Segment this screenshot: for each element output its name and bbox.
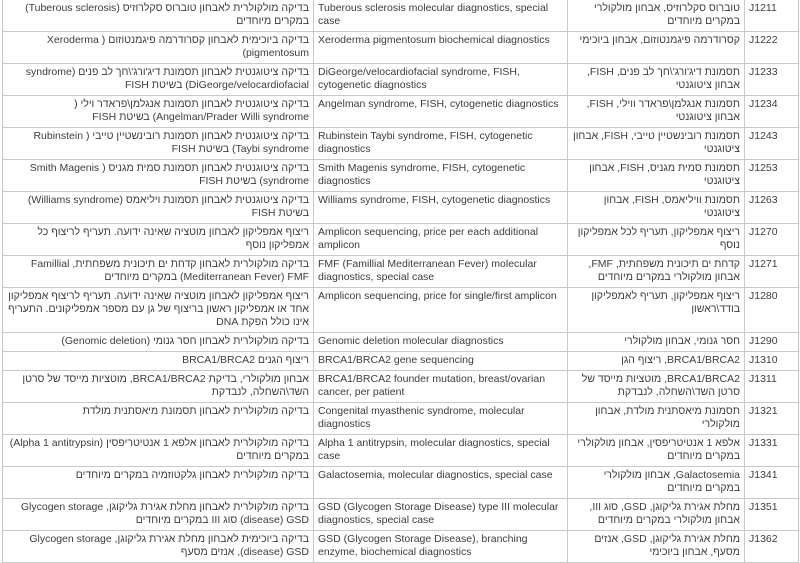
cell-hebrew-short-name: טוברוס סקלרוזיס, אבחון מולקולרי במקרים מיוחדים — [568, 0, 745, 32]
table-row — [3, 352, 799, 371]
cell-hebrew-short-name: קסרודרמה פיגמנטוזום, אבחון ביוכימי — [568, 32, 745, 64]
table-row — [3, 499, 799, 531]
cell-english-description: Congenital myasthenic syndrome, molecular diagnostics — [314, 403, 568, 435]
table-row — [3, 160, 799, 192]
cell-hebrew-description: אבחון מולקולרי, בדיקת BRCA1/BRCA2, מוטציות מייסד של סרטן השד\השחלה, לנבדקת — [3, 371, 314, 403]
cell-procedure-code: J1321 — [745, 403, 799, 435]
cell-english-description: Williams syndrome, FISH, cytogenetic diagnostics — [314, 192, 568, 224]
cell-procedure-code: J1341 — [745, 467, 799, 499]
cell-hebrew-short-name: אלפא 1 אנטיטריפסין, אבחון מולקולרי במקרים מיוחדים — [568, 435, 745, 467]
cell-english-description: GSD (Glycogen Storage Disease), branching enzyme, biochemical diagnostics — [314, 531, 568, 563]
cell-hebrew-description: בדיקה מולקולרית לאבחון חסר גנומי (Genomic deletion) — [3, 333, 314, 352]
cell-procedure-code: J1310 — [745, 352, 799, 371]
cell-hebrew-description: בדיקה ביוכימית לאבחון קסרודרמה פיגמנטוזום ( Xeroderma pigmentosum) — [3, 32, 314, 64]
table-row — [3, 288, 799, 333]
cell-hebrew-description: בדיקה ציטוגנטית לאבחון תסמונת אנגלמן\פראדר וילי ( Angelman/Prader Willi syndrome) בשיטת FISH — [3, 96, 314, 128]
cell-english-description: BRCA1/BRCA2 gene sequencing — [314, 352, 568, 371]
cell-hebrew-short-name: קדחת ים תיכונית משפחתית, FMF, אבחון מולקולרי במקרים מיוחדים — [568, 256, 745, 288]
cell-procedure-code: J1290 — [745, 333, 799, 352]
cell-hebrew-short-name: BRCA1/BRCA2, ריצוף הגן — [568, 352, 745, 371]
table-row — [3, 531, 799, 563]
cell-hebrew-description: בדיקה מולקולרית לאבחון מחלת אגירת גליקוגן, Glycogen storage (disease) GSD סוג III במקרים מיוחדים — [3, 499, 314, 531]
cell-hebrew-description: ריצוף אמפליקון לאבחון מוטציה שאינה ידועה. תעריף לריצוף כל אמפליקון נוסף — [3, 224, 314, 256]
cell-procedure-code: J1243 — [745, 128, 799, 160]
cell-english-description: FMF (Famillial Mediterranean Fever) molecular diagnostics, special case — [314, 256, 568, 288]
table-row — [3, 32, 799, 64]
cell-hebrew-description: בדיקה מולקולרית לאבחון אלפא 1 אנטיטריפסין (Alpha 1 antitrypsin) במקרים מיוחדים — [3, 435, 314, 467]
cell-english-description: Tuberous sclerosis molecular diagnostics, special case — [314, 0, 568, 32]
cell-hebrew-description: בדיקה מולקולרית לאבחון גלקטוזמיה במקרים מיוחדים — [3, 467, 314, 499]
cell-hebrew-description: בדיקה ציטוגנטית לאבחון תסמונת סמית מגניס ( Smith Magenis syndrome) בשיטת FISH — [3, 160, 314, 192]
cell-english-description: Alpha 1 antitrypsin, molecular diagnostics, special case — [314, 435, 568, 467]
cell-hebrew-description: בדיקה ביוכימית לאבחון מחלת אגירת גליקוגן, Glycogen storage (disease) GSD, אנזים מסעף — [3, 531, 314, 563]
cell-english-description: Amplicon sequencing, price per each additional amplicon — [314, 224, 568, 256]
table-row — [3, 192, 799, 224]
cell-hebrew-short-name: תסמונת סמית מגניס, FISH, אבחון ציטוגנטי — [568, 160, 745, 192]
cell-hebrew-short-name: תסמונת מיאסתנית מולדת, אבחון מולקולרי — [568, 403, 745, 435]
cell-hebrew-short-name: תסמונת רובינשטיין טייבי, FISH, אבחון ציטוגנטי — [568, 128, 745, 160]
cell-procedure-code: J1222 — [745, 32, 799, 64]
cell-english-description: DiGeorge/velocardiofacial syndrome, FISH, cytogenetic diagnostics — [314, 64, 568, 96]
cell-procedure-code: J1234 — [745, 96, 799, 128]
cell-english-description: Smith Magenis syndrome, FISH, cytogenetic diagnostics — [314, 160, 568, 192]
cell-hebrew-short-name: תסמונת אנגלמן\פראדר ווילי, FISH, אבחון ציטוגנטי — [568, 96, 745, 128]
cell-hebrew-description: בדיקה מולקולרית לאבחון תסמונת מיאסתנית מולדת — [3, 403, 314, 435]
cell-hebrew-description: בדיקה מולקולרית לאבחון קדחת ים תיכונית משפחתית, Famillial (Mediterranean Fever) FMF במקרים מיוחדים — [3, 256, 314, 288]
cell-hebrew-description: בדיקה מולקולרית לאבחון טוברוס סקלרוזיס (Tuberous sclerosis) במקרים מיוחדים — [3, 0, 314, 32]
table-body — [3, 0, 799, 563]
table-row — [3, 371, 799, 403]
cell-hebrew-description: ריצוף הגנים BRCA1/BRCA2 — [3, 352, 314, 371]
diagnostics-price-table — [2, 0, 799, 563]
cell-hebrew-short-name: מחלת אגירת גליקוגן, GSD, אנזים מסעף, אבחון ביוכימי — [568, 531, 745, 563]
cell-hebrew-description: בדיקה ציטוגנטית לאבחון תסמונת ויליאמס (Williams syndrome) בשיטת FISH — [3, 192, 314, 224]
cell-hebrew-short-name: ריצוף אמפליקון, תעריף לאמפליקון בודד\ראשון — [568, 288, 745, 333]
table-row — [3, 435, 799, 467]
table-row — [3, 0, 799, 32]
table-row — [3, 333, 799, 352]
table-row — [3, 403, 799, 435]
cell-procedure-code: J1351 — [745, 499, 799, 531]
cell-procedure-code: J1211 — [745, 0, 799, 32]
cell-hebrew-description: ריצוף אמפליקון לאבחון מוטציה שאינה ידועה. תעריף לריצוף אמפליקון אחד או אמפליקון ראשון בריצוף של גן עם מספר אמפליקונים. התעריף אינו כולל הפקת DNA — [3, 288, 314, 333]
cell-hebrew-description: בדיקה ציטוגנטית לאבחון תסמונת דיג'ורג'\חך לב פנים (syndrome DiGeorge/velocardiofacial) בשיטת FISH — [3, 64, 314, 96]
cell-procedure-code: J1271 — [745, 256, 799, 288]
cell-english-description: Xeroderma pigmentosum biochemical diagnostics — [314, 32, 568, 64]
cell-english-description: GSD (Glycogen Storage Disease) type III molecular diagnostics, special case — [314, 499, 568, 531]
cell-english-description: Galactosemia, molecular diagnostics, special case — [314, 467, 568, 499]
cell-procedure-code: J1331 — [745, 435, 799, 467]
cell-procedure-code: J1233 — [745, 64, 799, 96]
cell-procedure-code: J1362 — [745, 531, 799, 563]
cell-hebrew-description: בדיקה ציטוגנטית לאבחון תסמונת רובינשטיין טייבי ( Rubinstein Taybi syndrome) בשיטת FISH — [3, 128, 314, 160]
table-row — [3, 96, 799, 128]
cell-hebrew-short-name: מחלת אגירת גליקוגן, GSD, סוג III, אבחון מולקולרי במקרים מיוחדים — [568, 499, 745, 531]
cell-procedure-code: J1270 — [745, 224, 799, 256]
cell-procedure-code: J1253 — [745, 160, 799, 192]
cell-procedure-code: J1263 — [745, 192, 799, 224]
table-row — [3, 64, 799, 96]
cell-english-description: Amplicon sequencing, price for single/first amplicon — [314, 288, 568, 333]
table-row — [3, 224, 799, 256]
cell-hebrew-short-name: תסמונת וויליאמס, FISH, אבחון ציטוגנטי — [568, 192, 745, 224]
cell-procedure-code: J1311 — [745, 371, 799, 403]
cell-hebrew-short-name: BRCA1/BRCA2, מוטציות מייסד של סרטן השד\השחלה, לנבדקת — [568, 371, 745, 403]
cell-english-description: Genomic deletion molecular diagnostics — [314, 333, 568, 352]
cell-hebrew-short-name: חסר גנומי, אבחון מולקולרי — [568, 333, 745, 352]
cell-english-description: Rubinstein Taybi syndrome, FISH, cytogenetic diagnostics — [314, 128, 568, 160]
table-row — [3, 467, 799, 499]
cell-hebrew-short-name: תסמונת דיג'ורג'\חך לב פנים, FISH, אבחון ציטוגנטי — [568, 64, 745, 96]
cell-english-description: Angelman syndrome, FISH, cytogenetic diagnostics — [314, 96, 568, 128]
table-row — [3, 128, 799, 160]
cell-english-description: BRCA1/BRCA2 founder mutation, breast/ovarian cancer, per patient — [314, 371, 568, 403]
cell-hebrew-short-name: Galactosemia, אבחון מולקולרי במקרים מיוחדים — [568, 467, 745, 499]
cell-hebrew-short-name: ריצוף אמפליקון, תעריף לכל אמפליקון נוסף — [568, 224, 745, 256]
table-row — [3, 256, 799, 288]
cell-procedure-code: J1280 — [745, 288, 799, 333]
